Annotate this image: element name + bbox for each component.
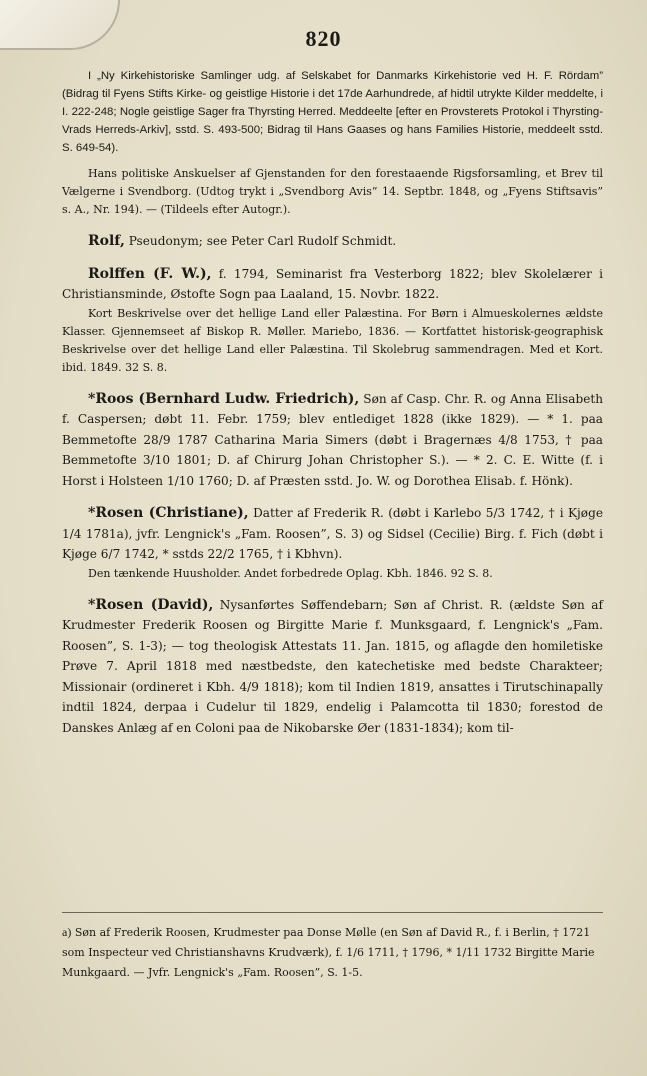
entry-rosen-david [62, 595, 603, 739]
entry-rolffen-text: f. 1794, Seminarist fra Vesterborg 1822; blev Skolelærer i Christiansminde, Østofte Sogn paa Laaland, 15. Novbr. 1822. [62, 266, 604, 301]
entry-rolf [62, 231, 603, 252]
page-body [62, 67, 603, 738]
entry-roos-head: *Roos (Bernhard Ludw. Friedrich), [88, 390, 360, 407]
entry-rolffen [62, 264, 603, 305]
entry-rolffen-works: Kort Beskrivelse over det hellige Land eller Palæstina. For Børn i Almueskolernes ældste Klasser. Gjennemseet af Biskop R. Møller. Mariebo, 1836. — Kortfattet historisk-geographisk Beskrivelse over det hellige Land eller Palæstina. Til Skolebrug sammendragen. Med et Kort. ibid. 1849. 32 S. 8. [62, 306, 603, 374]
entry-rosen-christiane-works: Den tænkende Huusholder. Andet forbedrede Oplag. Kbh. 1846. 92 S. 8. [88, 566, 493, 580]
entry-rosen-david-head: *Rosen (David), [88, 596, 214, 613]
footnote-rule [62, 912, 603, 913]
entry-rolf-head: Rolf, [88, 233, 125, 249]
page-number: 820 [305, 26, 342, 51]
entry-rosen-christiane-text: Datter af Frederik R. (døbt i Karlebo 5/3 1742, † i Kjøge 1/4 1781a), jvfr. Lengnick's „Fam. Roosen”, S. 3) og Sidsel (Cecilie) Birg. f. Fich (døbt i Kjøge 6/7 1742, * sstds 22/2 1765, † i Kbhvn). [62, 506, 603, 561]
entry-rolf-text: Pseudonym; see Peter Carl Rudolf Schmidt. [124, 234, 397, 248]
footnote-marker: a) [62, 925, 72, 939]
entry-roos [62, 389, 603, 492]
entry-political-views: Hans politiske Anskuelser af Gjenstanden for den forestaaende Rigsforsamling, et Brev til Vælgerne i Svendborg. (Udtog trykt i „Svendborg Avis” 14. Septbr. 1848, og „Fyens Stiftsavis” s. A., Nr. 194). — (Tildeels efter Autogr.). [62, 167, 603, 216]
entry-rolffen-head: Rolffen (F. W.), [88, 265, 212, 282]
entry-roos-text: Søn af Casp. Chr. R. og Anna Elisabeth f. Caspersen; døbt 11. Febr. 1759; blev entlediget 1828 (ikke 1829). — * 1. paa Bemmetofte 28/9 1787 Catharina Maria Simers (døbt i Bragernæs 4/8 1753, † paa Bemmetofte 3/10 1801; D. af Chirurg Johan Christopher S.). — * 2. C. E. Witte (f. i Horst i Holsteen 1/10 1760; D. af Præsten sstd. Jo. W. og Dorothea Elisab. f. Hönk). [62, 391, 603, 488]
entry-rosen-christiane [62, 503, 603, 565]
entry-rosen-david-text: Nysanførtes Søffendebarn; Søn af Christ. R. (ældste Søn af Krudmester Frederik Roosen og Birgitte Marie f. Munksgaard, f. Lengnick's „Fam. Roosen”, S. 1-3); — tog theologisk Attestats 11. Jan. 1815, og aflagde den homiletiske Prøve 7. April 1818 med næstbedste, den katechetiske med bedste Charakteer; Missionair (ordineret i Kbh. 4/9 1818); kom til Indien 1819, ansattes i Tirutschinapally indtil 1824, derpaa i Cudelur til 1829, endelig i Palamcotta til 1830; forestod de Danskes Anlæg af en Coloni paa de Nikobarske Øer (1831-1834); kom til- [62, 597, 603, 735]
footnote-text: Søn af Frederik Roosen, Krudmester paa Donse Mølle (en Søn af David R., f. i Berlin, † 1721 som Inspecteur ved Christianshavns Krudværk), f. 1/6 1711, † 1796, * 1/11 1732 Birgitte Marie Munkgaard. — Jvfr. Lengnick's „Fam. Roosen”, S. 1-5. [62, 926, 595, 979]
entry-kirkehistorie: I „Ny Kirkehistoriske Samlinger udg. af Selskabet for Danmarks Kirkehistorie ved H. F. Rördam” (Bidrag til Fyens Stifts Kirke- og geistlige Historie i det 17de Aarhundrede, af hidtil utrykte Kilder meddelte, i I. 222-248; Nogle geistlige Sager fra Thyrsting Herred. Meddeelte [efter en Provsterets Protokol i Thyrsting-Vrads Herreds-Arkiv], sstd. S. 493-500; Bidrag til Hans Gaases og hans Families Historie, meddeelt sstd. S. 649-54). [62, 70, 603, 154]
entry-rosen-christiane-head: *Rosen (Christiane), [88, 505, 249, 521]
footnote [62, 922, 603, 983]
